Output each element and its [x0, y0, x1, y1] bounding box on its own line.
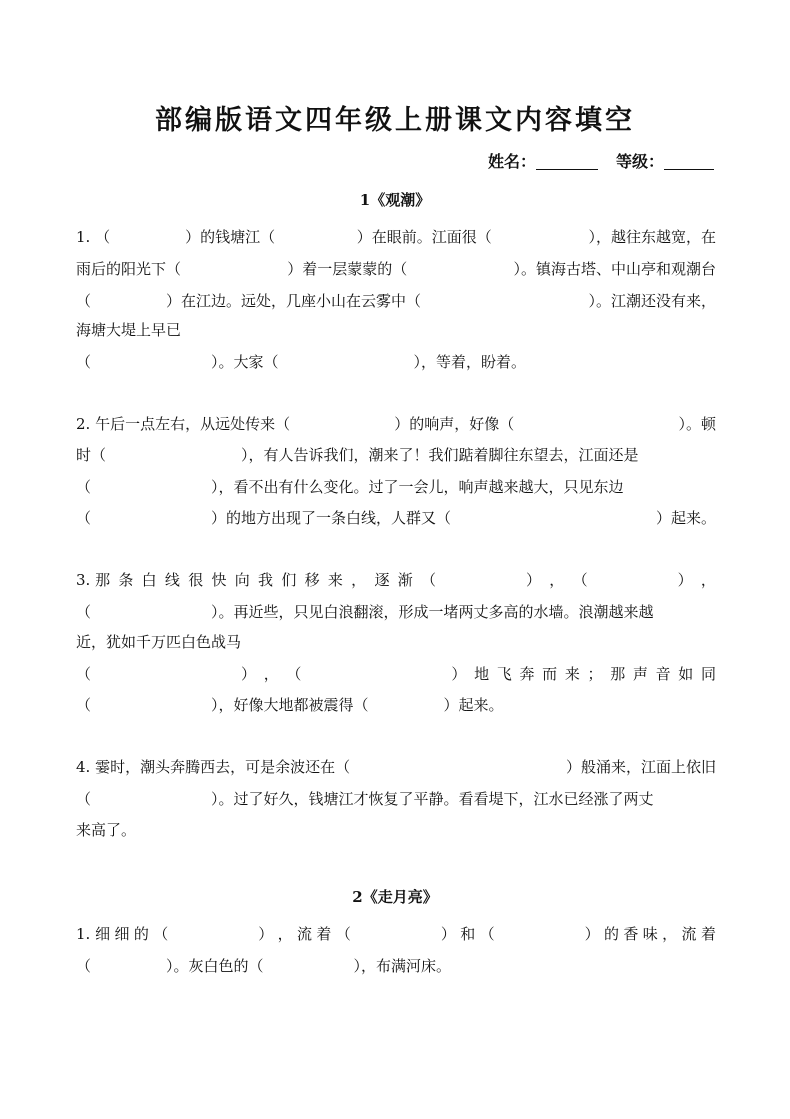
line-segment: （ ）	[572, 571, 693, 589]
line-segment: 声	[632, 665, 648, 683]
line-segment: 来	[327, 571, 343, 589]
line-segment: 味	[642, 925, 658, 943]
text-line	[76, 443, 716, 467]
line-segment: （ ）	[479, 925, 600, 943]
line-segment: 快	[211, 571, 227, 589]
line-segment: ）的响声，好像（	[319, 415, 515, 433]
line-segment: （ ）。再近些，只见白浪翻滚，形成一堵两丈多高的水墙。浪潮越来越	[76, 603, 654, 621]
line-segment: 移	[304, 571, 320, 589]
line-segment: 海塘大堤上早已	[76, 321, 182, 339]
text-line	[76, 257, 716, 281]
section-heading: 2《走月亮》	[352, 888, 438, 906]
line-segment: ）起来。	[580, 509, 716, 527]
text-line	[76, 818, 716, 842]
text-line	[76, 475, 716, 499]
line-segment: 如	[678, 665, 694, 683]
line-segment: 的	[133, 925, 149, 943]
text-line	[76, 693, 716, 717]
section-heading: 1《观潮》	[359, 191, 431, 209]
text-line	[76, 506, 716, 530]
line-segment: ，	[351, 571, 367, 589]
text-line	[76, 568, 716, 592]
text-line	[76, 755, 716, 779]
line-segment: ，	[700, 571, 716, 589]
name-label: 姓名：	[487, 152, 536, 171]
line-segment: （ ）。过了好久，钱塘江才恢复了平静。看看堤下，江水已经涨了两丈	[76, 790, 654, 808]
line-segment: 1. 细	[76, 925, 111, 943]
line-segment: 近，犹如千万匹白色战马	[76, 633, 242, 651]
text-line	[76, 318, 716, 342]
line-segment: （ ）的地方出现了一条白线，人群又（	[76, 509, 452, 527]
line-segment: ）。镇海古塔、中山亭和观潮台	[438, 260, 716, 278]
line-segment: 线	[164, 571, 180, 589]
line-segment: 音	[655, 665, 671, 683]
line-segment: 奔	[519, 665, 535, 683]
line-segment: 来	[564, 665, 580, 683]
line-segment: 很	[188, 571, 204, 589]
line-segment: 渐	[397, 571, 413, 589]
line-segment: 地	[474, 665, 490, 683]
line-segment: 流	[297, 925, 313, 943]
line-segment: 而	[542, 665, 558, 683]
line-segment: 和	[460, 925, 476, 943]
text-line	[76, 630, 716, 654]
text-line	[76, 225, 716, 249]
line-segment: ）。江潮还没有来，	[468, 292, 716, 310]
line-segment: 逐	[374, 571, 390, 589]
grade-blank[interactable]	[664, 153, 714, 170]
text-line	[76, 954, 716, 978]
text-line	[76, 289, 716, 313]
text-line	[76, 922, 716, 946]
line-segment: （ ），好像大地都被震得（ ）起来。	[76, 696, 504, 714]
line-segment: 流	[681, 925, 697, 943]
line-segment: 时（ ），有人告诉我们，潮来了！我们踮着脚往东望去，江面还是	[76, 446, 639, 464]
text-line	[76, 787, 716, 811]
line-segment: 条	[118, 571, 134, 589]
line-segment: ；	[587, 665, 603, 683]
line-segment: ，	[662, 925, 678, 943]
line-segment: （ ）	[153, 925, 274, 943]
line-segment: 3. 那	[76, 571, 111, 589]
line-segment: 白	[141, 571, 157, 589]
line-segment: 1. （ ）的钱塘江（	[76, 228, 276, 246]
page-title: 部编版语文四年级上册课文内容填空	[155, 105, 635, 136]
line-segment: 同	[700, 665, 716, 683]
line-segment: 雨后的阳光下（	[76, 260, 182, 278]
text-line	[76, 350, 716, 374]
text-line	[76, 412, 716, 436]
line-segment: （ ）。大家（ ），等着，盼着。	[76, 353, 527, 371]
line-segment: ，	[549, 571, 565, 589]
line-segment: 我	[258, 571, 274, 589]
line-segment: （ ），看不出有什么变化。过了一会儿，响声越来越大，只见东边	[76, 478, 624, 496]
line-segment: 着	[700, 925, 716, 943]
text-line	[76, 600, 716, 624]
grade-label: 等级：	[615, 152, 664, 171]
line-segment: （ ）	[76, 665, 257, 683]
line-segment: ）着一层蒙蒙的（	[212, 260, 408, 278]
line-segment: ，	[277, 925, 293, 943]
line-segment: 向	[234, 571, 250, 589]
line-segment: 着	[316, 925, 332, 943]
text-line	[76, 662, 716, 686]
line-segment: 那	[610, 665, 626, 683]
line-segment: 细	[114, 925, 130, 943]
line-segment: ）在眼前。江面很（	[296, 228, 492, 246]
line-segment: ），越往东越宽，在	[513, 228, 716, 246]
line-segment: ）般涌来，江面上依旧	[445, 758, 716, 776]
line-segment: 们	[281, 571, 297, 589]
line-segment: （ ）	[421, 571, 542, 589]
line-segment: （ ）。灰白色的（ ），布满河床。	[76, 957, 452, 975]
line-segment: （ ）在江边。远处，几座小山在云雾中（	[76, 292, 422, 310]
line-segment: （ ）	[335, 925, 456, 943]
student-info	[488, 149, 714, 172]
name-blank[interactable]	[536, 153, 598, 170]
line-segment: 飞	[496, 665, 512, 683]
line-segment: 的	[603, 925, 619, 943]
line-segment: 来高了。	[76, 821, 137, 839]
line-segment: 香	[623, 925, 639, 943]
line-segment: （ ）	[286, 665, 467, 683]
line-segment: ）。顿	[543, 415, 716, 433]
line-segment: 2. 午后一点左右，从远处传来（	[76, 415, 291, 433]
line-segment: 4. 霎时，潮头奔腾西去，可是余波还在（	[76, 758, 351, 776]
line-segment: ，	[263, 665, 279, 683]
